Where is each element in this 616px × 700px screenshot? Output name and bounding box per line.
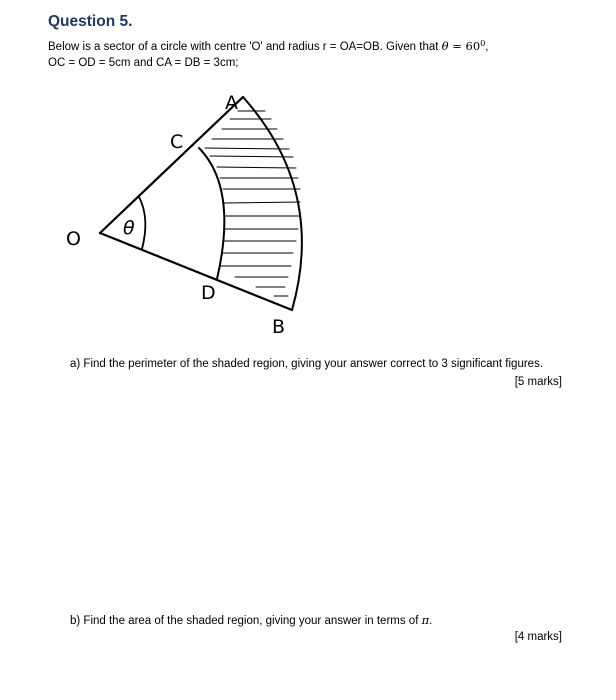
- part-a-question: a) Find the perimeter of the shaded region, giving your answer correct to 3 significant figures.: [70, 358, 544, 370]
- question-intro-line-1: [48, 39, 488, 53]
- intro-comma: ,: [485, 41, 489, 53]
- part-b-marks: [4 marks]: [514, 631, 562, 643]
- part-b-question: [70, 613, 432, 627]
- sector-svg: [60, 85, 320, 350]
- pi-symbol: π: [421, 613, 430, 627]
- intro-text: Below is a sector of a circle with centre 'O' and radius r = OA=OB. Given that: [48, 41, 442, 53]
- label-o: O: [66, 228, 81, 250]
- degree-superscript: 0: [480, 39, 486, 48]
- radius-oa: [100, 97, 243, 233]
- label-c: C: [170, 131, 184, 153]
- part-b-period: .: [429, 615, 433, 627]
- label-theta: θ: [123, 217, 135, 239]
- label-b: B: [272, 316, 286, 338]
- angle-arc: [139, 197, 145, 249]
- label-a: A: [225, 92, 238, 114]
- label-d: D: [201, 282, 216, 304]
- radius-ob: [100, 233, 292, 310]
- arc-cd: [199, 148, 224, 279]
- theta-symbol: θ: [441, 39, 449, 53]
- part-a-marks: [5 marks]: [514, 376, 562, 388]
- sector-diagram: [60, 85, 320, 350]
- angle-value: = 60: [448, 39, 481, 53]
- question-title: Question 5.: [48, 13, 133, 30]
- part-b-text: b) Find the area of the shaded region, giving your answer in terms of: [70, 615, 422, 627]
- question-intro-line-2: OC = OD = 5cm and CA = DB = 3cm;: [48, 57, 239, 69]
